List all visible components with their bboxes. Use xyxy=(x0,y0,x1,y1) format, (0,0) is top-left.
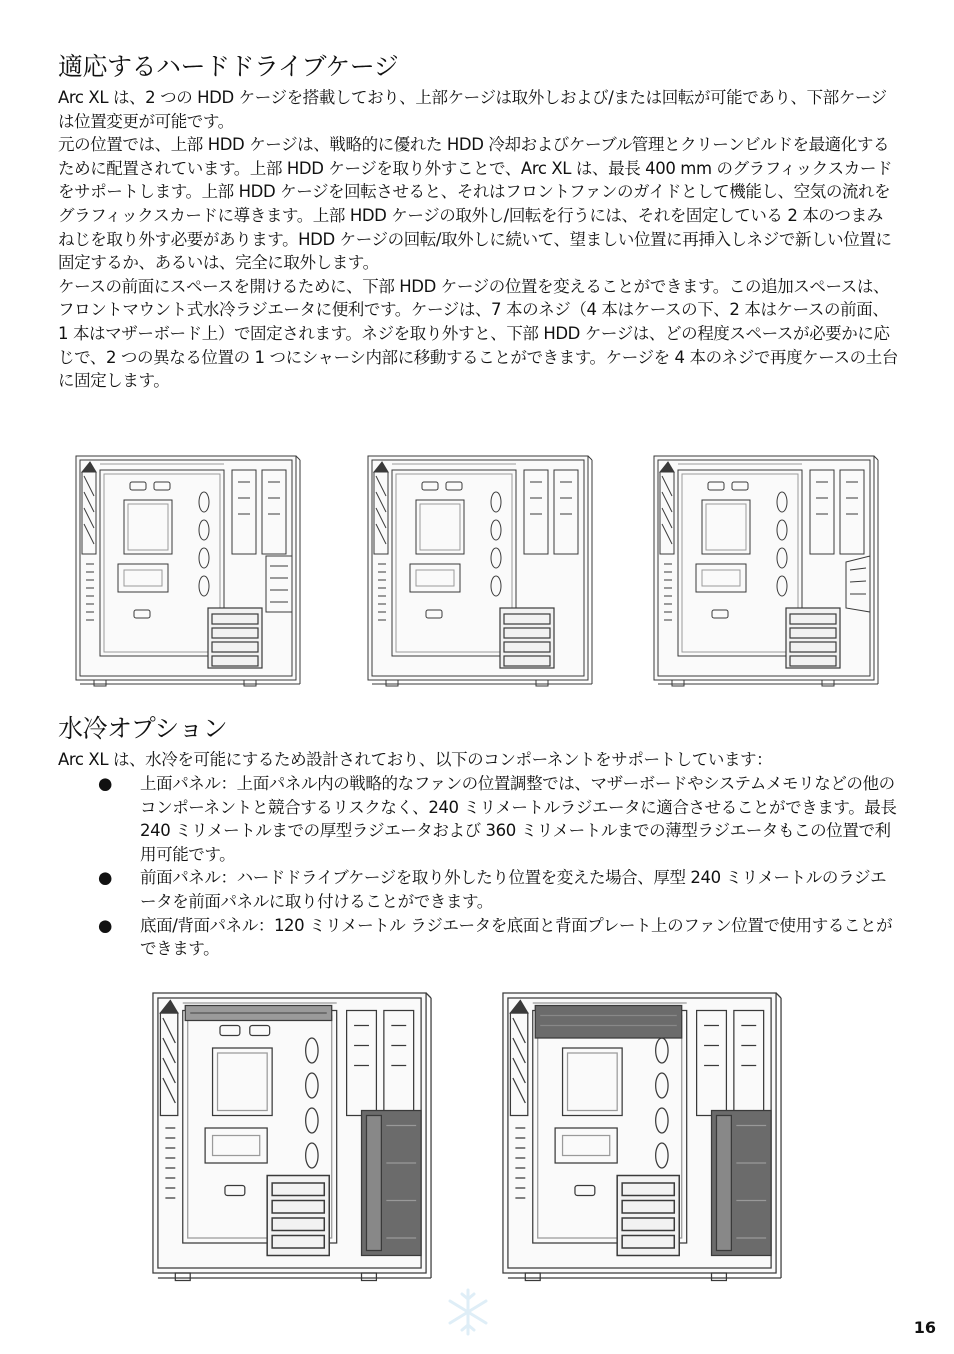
list-item xyxy=(58,914,898,961)
figure-radiator-top-thick xyxy=(498,988,786,1288)
list-item xyxy=(58,866,898,913)
paragraph-2: 元の位置では、上部 HDD ケージは、戦略的に優れた HDD 冷却およびケーブル管理とクリーンビルドを最適化するために配置されています。上部 HDD ケージを取り外すことで、Arc XL は、最長 400 mm のグラフィックスカードをサポートします。上部 HDD ケージを回転させると、それはフロントファンのガイドとして機能し、空気の流れをグラフィックスカードに導きます。上部 HDD ケージの取外し/回転を行うには、それを固定している 2 本のつまみねじを取り外す必要があります。HDD ケージの回転/取外しに続いて、望ましい位置に再挿入しネジで新しい位置に固定するか、あるいは、完全に取外します。 xyxy=(58,135,893,273)
water-cooling-list xyxy=(58,772,898,961)
case-drawing-radiator-thick xyxy=(498,988,786,1288)
page-number: 16 xyxy=(913,1318,936,1337)
water-cooling-intro xyxy=(58,748,898,772)
paragraph-1: Arc XL は、2 つの HDD ケージを搭載しており、上部ケージは取外しおよび/または回転が可能であり、下部ケージは位置変更が可能です。 xyxy=(58,88,887,131)
figure-hdd-removed xyxy=(364,452,596,692)
heading-hdd-cage: 適応するハードドライブケージ xyxy=(58,52,399,81)
case-drawing-radiator-thin xyxy=(148,988,436,1288)
bullet-icon: ● xyxy=(98,915,112,935)
case-drawing-hdd-removed xyxy=(364,452,596,692)
case-drawing-hdd-rotated xyxy=(650,452,882,692)
case-drawing-hdd-original xyxy=(72,452,304,692)
hdd-cage-body xyxy=(58,86,898,393)
water-cooling-intro-text: Arc XL は、水冷を可能にするため設計されており、以下のコンポーネントをサポートしています： xyxy=(58,750,773,769)
figure-radiator-top-thin xyxy=(148,988,436,1288)
paragraph-3: ケースの前面にスペースを開けるために、下部 HDD ケージの位置を変えることができます。この追加スペースは、フロントマウント式水冷ラジエータに便利です。ケージは、7 本のネジ（4 本はケースの下、2 本はケースの前面、1 本はマザーボード上）で固定されます。ネジを取り外すと、下部 HDD ケージは、どの程度スペースが必要かに応じで、2 つの異なる位置の 1 つにシャーシ内部に移動することができます。ケージを 4 本のネジで再度ケースの土台に固定します。 xyxy=(58,276,898,391)
figure-hdd-rotated xyxy=(650,452,882,692)
bullet-icon: ● xyxy=(98,774,112,793)
snowflake-icon xyxy=(448,1286,488,1342)
list-item-text: 前面パネル：ハードドライブケージを取り外したり位置を変えた場合、厚型 240 ミリメートルのラジエータを前面パネルに取り付けることができます。 xyxy=(140,868,887,911)
list-item-text: 底面/背面パネル：120 ミリメートル ラジエータを底面と背面プレート上のファン位置で使用することができます。 xyxy=(140,915,893,959)
bullet-icon: ● xyxy=(98,868,112,888)
figure-hdd-original xyxy=(72,452,304,692)
list-item xyxy=(58,772,898,866)
heading-water-cooling: 水冷オプション xyxy=(58,714,228,743)
list-item-text: 上面パネル：上面パネル内の戦略的なファンの位置調整では、マザーボードやシステムメモリなどの他のコンポーネントと競合するリスクなく、240 ミリメートルラジエータに適合させることができます。最長 240 ミリメートルまでの厚型ラジエータおよび 360 ミリメートルまでの薄型ラジエータもこの位置で利用可能です。 xyxy=(140,774,897,864)
